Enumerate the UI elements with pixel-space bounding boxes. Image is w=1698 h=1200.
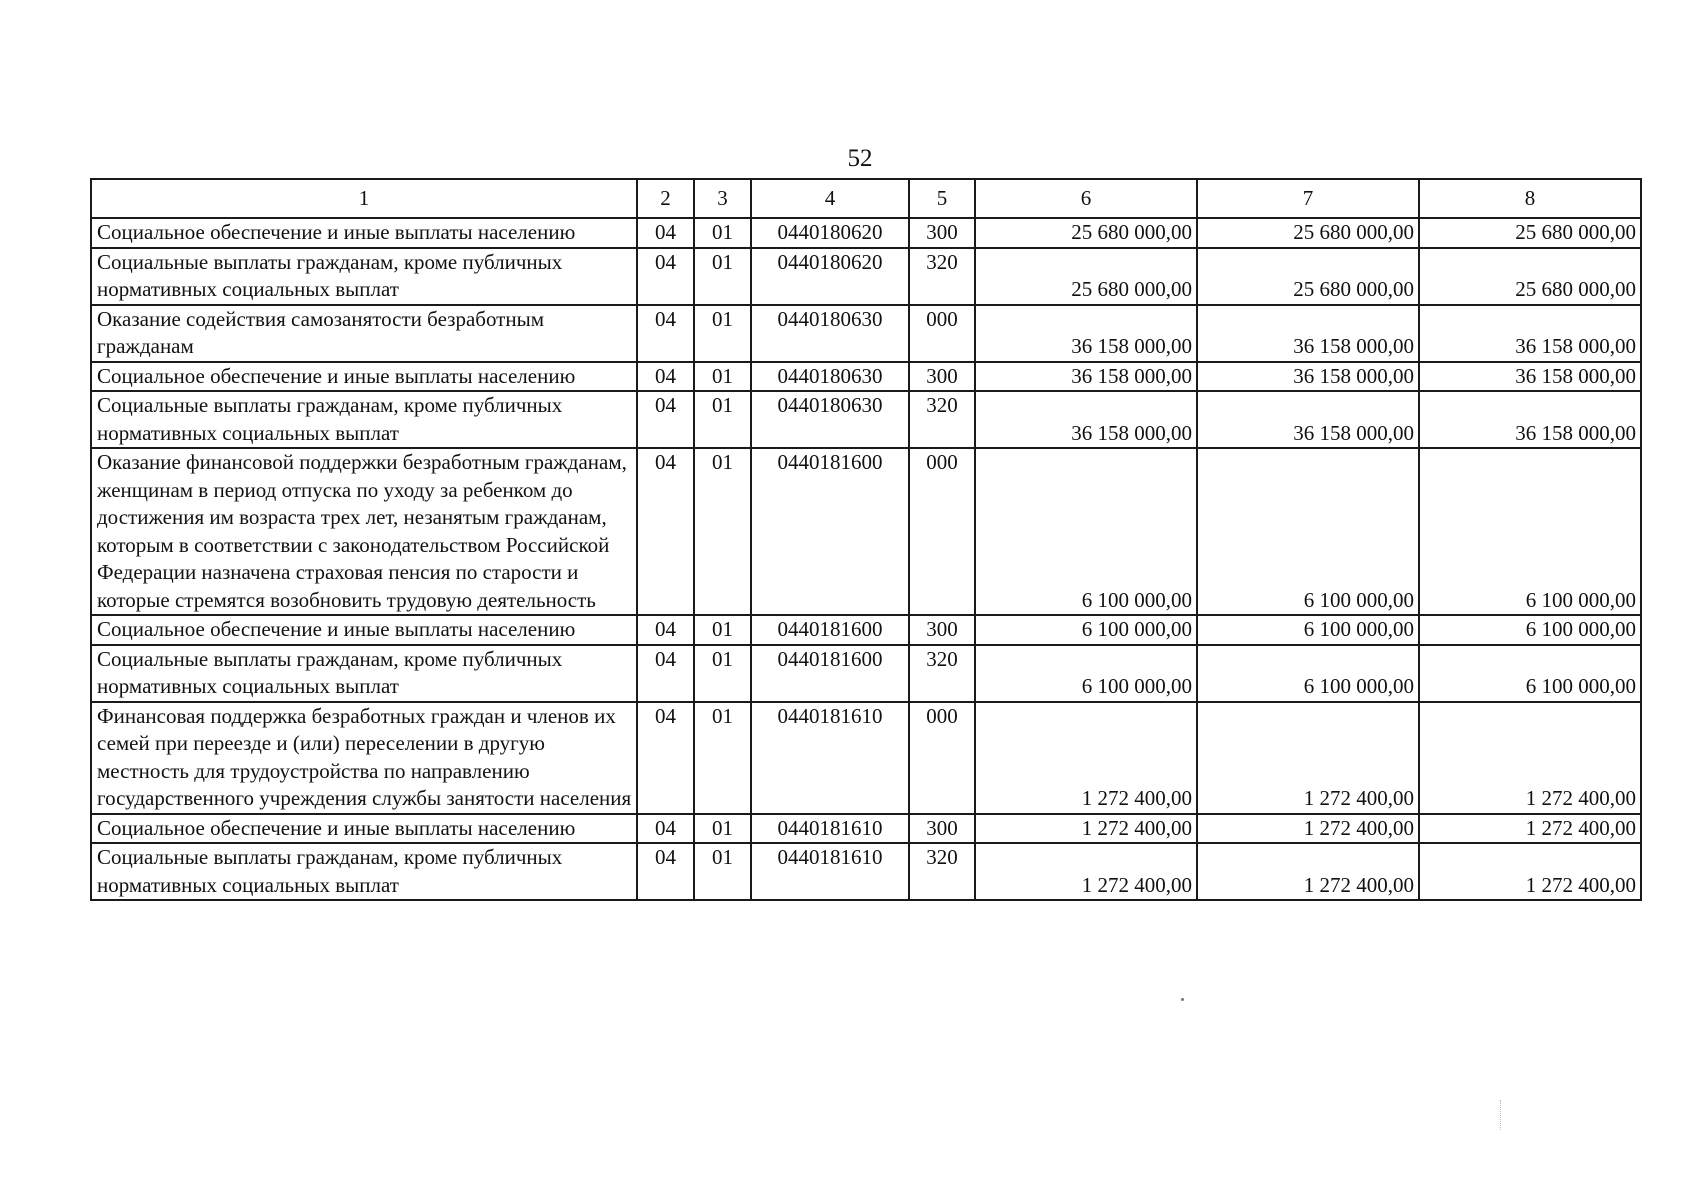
table-row bbox=[91, 305, 1641, 362]
header-cell-6: 6 bbox=[975, 179, 1197, 218]
row-section-cell: 04 bbox=[637, 362, 694, 392]
row-expense-type-cell: 000 bbox=[909, 448, 975, 615]
row-target-article-cell: 0440180630 bbox=[751, 362, 909, 392]
table-row bbox=[91, 645, 1641, 702]
row-amount-col8-cell: 36 158 000,00 bbox=[1419, 391, 1641, 448]
row-section-cell: 04 bbox=[637, 218, 694, 248]
row-expense-type-cell: 300 bbox=[909, 362, 975, 392]
row-section-cell: 04 bbox=[637, 814, 694, 844]
header-cell-1: 1 bbox=[91, 179, 637, 218]
table-row bbox=[91, 615, 1641, 645]
row-name-cell: Социальные выплаты гражданам, кроме публичных нормативных социальных выплат bbox=[91, 391, 637, 448]
header-cell-3: 3 bbox=[694, 179, 751, 218]
row-target-article-cell: 0440180620 bbox=[751, 248, 909, 305]
header-cell-7: 7 bbox=[1197, 179, 1419, 218]
row-target-article-cell: 0440181600 bbox=[751, 615, 909, 645]
row-section-cell: 04 bbox=[637, 248, 694, 305]
row-name-cell: Финансовая поддержка безработных граждан и членов их семей при переезде и (или) переселении в другую местность для трудоустройства по направлению государственного учреждения службы занятости населения bbox=[91, 702, 637, 814]
row-target-article-cell: 0440180630 bbox=[751, 305, 909, 362]
row-subsection-cell: 01 bbox=[694, 448, 751, 615]
row-name-cell: Социальные выплаты гражданам, кроме публичных нормативных социальных выплат bbox=[91, 843, 637, 900]
scan-speck bbox=[1181, 998, 1184, 1001]
header-cell-4: 4 bbox=[751, 179, 909, 218]
row-subsection-cell: 01 bbox=[694, 645, 751, 702]
row-expense-type-cell: 320 bbox=[909, 843, 975, 900]
row-subsection-cell: 01 bbox=[694, 218, 751, 248]
table-row bbox=[91, 814, 1641, 844]
row-target-article-cell: 0440181610 bbox=[751, 843, 909, 900]
row-amount-col6-cell: 1 272 400,00 bbox=[975, 702, 1197, 814]
row-subsection-cell: 01 bbox=[694, 391, 751, 448]
row-name-cell: Социальное обеспечение и иные выплаты населению bbox=[91, 362, 637, 392]
row-name-cell: Социальное обеспечение и иные выплаты населению bbox=[91, 218, 637, 248]
row-amount-col6-cell: 6 100 000,00 bbox=[975, 448, 1197, 615]
row-amount-col7-cell: 25 680 000,00 bbox=[1197, 248, 1419, 305]
table-row bbox=[91, 248, 1641, 305]
row-expense-type-cell: 000 bbox=[909, 305, 975, 362]
row-section-cell: 04 bbox=[637, 843, 694, 900]
table-row bbox=[91, 218, 1641, 248]
row-expense-type-cell: 320 bbox=[909, 248, 975, 305]
row-expense-type-cell: 000 bbox=[909, 702, 975, 814]
row-name-cell: Социальное обеспечение и иные выплаты населению bbox=[91, 814, 637, 844]
row-expense-type-cell: 300 bbox=[909, 218, 975, 248]
row-section-cell: 04 bbox=[637, 305, 694, 362]
table-row bbox=[91, 843, 1641, 900]
header-row bbox=[91, 179, 1641, 218]
row-section-cell: 04 bbox=[637, 645, 694, 702]
row-name-cell: Социальные выплаты гражданам, кроме публичных нормативных социальных выплат bbox=[91, 248, 637, 305]
row-amount-col7-cell: 6 100 000,00 bbox=[1197, 448, 1419, 615]
row-expense-type-cell: 300 bbox=[909, 814, 975, 844]
row-expense-type-cell: 320 bbox=[909, 391, 975, 448]
row-target-article-cell: 0440181610 bbox=[751, 814, 909, 844]
budget-table bbox=[90, 178, 1642, 901]
row-amount-col7-cell: 36 158 000,00 bbox=[1197, 391, 1419, 448]
row-target-article-cell: 0440181600 bbox=[751, 645, 909, 702]
table-row bbox=[91, 702, 1641, 814]
row-amount-col6-cell: 1 272 400,00 bbox=[975, 843, 1197, 900]
table-row bbox=[91, 362, 1641, 392]
row-subsection-cell: 01 bbox=[694, 702, 751, 814]
header-cell-8: 8 bbox=[1419, 179, 1641, 218]
row-target-article-cell: 0440180630 bbox=[751, 391, 909, 448]
row-subsection-cell: 01 bbox=[694, 814, 751, 844]
row-amount-col6-cell: 6 100 000,00 bbox=[975, 615, 1197, 645]
scan-margin-mark bbox=[1500, 1100, 1503, 1130]
header-cell-5: 5 bbox=[909, 179, 975, 218]
row-subsection-cell: 01 bbox=[694, 843, 751, 900]
header-cell-2: 2 bbox=[637, 179, 694, 218]
row-section-cell: 04 bbox=[637, 391, 694, 448]
table-row bbox=[91, 391, 1641, 448]
row-amount-col6-cell: 36 158 000,00 bbox=[975, 305, 1197, 362]
row-section-cell: 04 bbox=[637, 702, 694, 814]
row-expense-type-cell: 320 bbox=[909, 645, 975, 702]
row-section-cell: 04 bbox=[637, 448, 694, 615]
row-subsection-cell: 01 bbox=[694, 305, 751, 362]
row-amount-col7-cell: 1 272 400,00 bbox=[1197, 843, 1419, 900]
row-amount-col7-cell: 25 680 000,00 bbox=[1197, 218, 1419, 248]
row-amount-col6-cell: 25 680 000,00 bbox=[975, 218, 1197, 248]
row-target-article-cell: 0440181600 bbox=[751, 448, 909, 615]
row-amount-col7-cell: 6 100 000,00 bbox=[1197, 645, 1419, 702]
row-amount-col6-cell: 6 100 000,00 bbox=[975, 645, 1197, 702]
row-amount-col8-cell: 6 100 000,00 bbox=[1419, 448, 1641, 615]
row-amount-col7-cell: 36 158 000,00 bbox=[1197, 305, 1419, 362]
row-amount-col7-cell: 6 100 000,00 bbox=[1197, 615, 1419, 645]
row-amount-col8-cell: 1 272 400,00 bbox=[1419, 843, 1641, 900]
row-name-cell: Оказание финансовой поддержки безработным гражданам, женщинам в период отпуска по уходу за ребенком до достижения им возраста трех лет, незанятым гражданам, которым в соответствии с законодательством Российской Федерации назначена страховая пенсия по старости и которые стремятся возобновить трудовую деятельность bbox=[91, 448, 637, 615]
row-amount-col8-cell: 36 158 000,00 bbox=[1419, 362, 1641, 392]
row-amount-col8-cell: 6 100 000,00 bbox=[1419, 645, 1641, 702]
row-amount-col8-cell: 36 158 000,00 bbox=[1419, 305, 1641, 362]
row-amount-col6-cell: 25 680 000,00 bbox=[975, 248, 1197, 305]
row-amount-col6-cell: 1 272 400,00 bbox=[975, 814, 1197, 844]
row-amount-col6-cell: 36 158 000,00 bbox=[975, 391, 1197, 448]
row-name-cell: Социальное обеспечение и иные выплаты населению bbox=[91, 615, 637, 645]
row-name-cell: Социальные выплаты гражданам, кроме публичных нормативных социальных выплат bbox=[91, 645, 637, 702]
page-number: 52 bbox=[847, 145, 873, 172]
row-subsection-cell: 01 bbox=[694, 362, 751, 392]
row-amount-col8-cell: 25 680 000,00 bbox=[1419, 218, 1641, 248]
row-amount-col7-cell: 1 272 400,00 bbox=[1197, 814, 1419, 844]
row-expense-type-cell: 300 bbox=[909, 615, 975, 645]
row-section-cell: 04 bbox=[637, 615, 694, 645]
row-subsection-cell: 01 bbox=[694, 248, 751, 305]
row-amount-col8-cell: 1 272 400,00 bbox=[1419, 814, 1641, 844]
row-amount-col7-cell: 36 158 000,00 bbox=[1197, 362, 1419, 392]
row-amount-col6-cell: 36 158 000,00 bbox=[975, 362, 1197, 392]
table-row bbox=[91, 448, 1641, 615]
row-amount-col8-cell: 1 272 400,00 bbox=[1419, 702, 1641, 814]
row-amount-col7-cell: 1 272 400,00 bbox=[1197, 702, 1419, 814]
row-amount-col8-cell: 6 100 000,00 bbox=[1419, 615, 1641, 645]
row-name-cell: Оказание содействия самозанятости безработным гражданам bbox=[91, 305, 637, 362]
row-target-article-cell: 0440181610 bbox=[751, 702, 909, 814]
row-subsection-cell: 01 bbox=[694, 615, 751, 645]
row-target-article-cell: 0440180620 bbox=[751, 218, 909, 248]
row-amount-col8-cell: 25 680 000,00 bbox=[1419, 248, 1641, 305]
